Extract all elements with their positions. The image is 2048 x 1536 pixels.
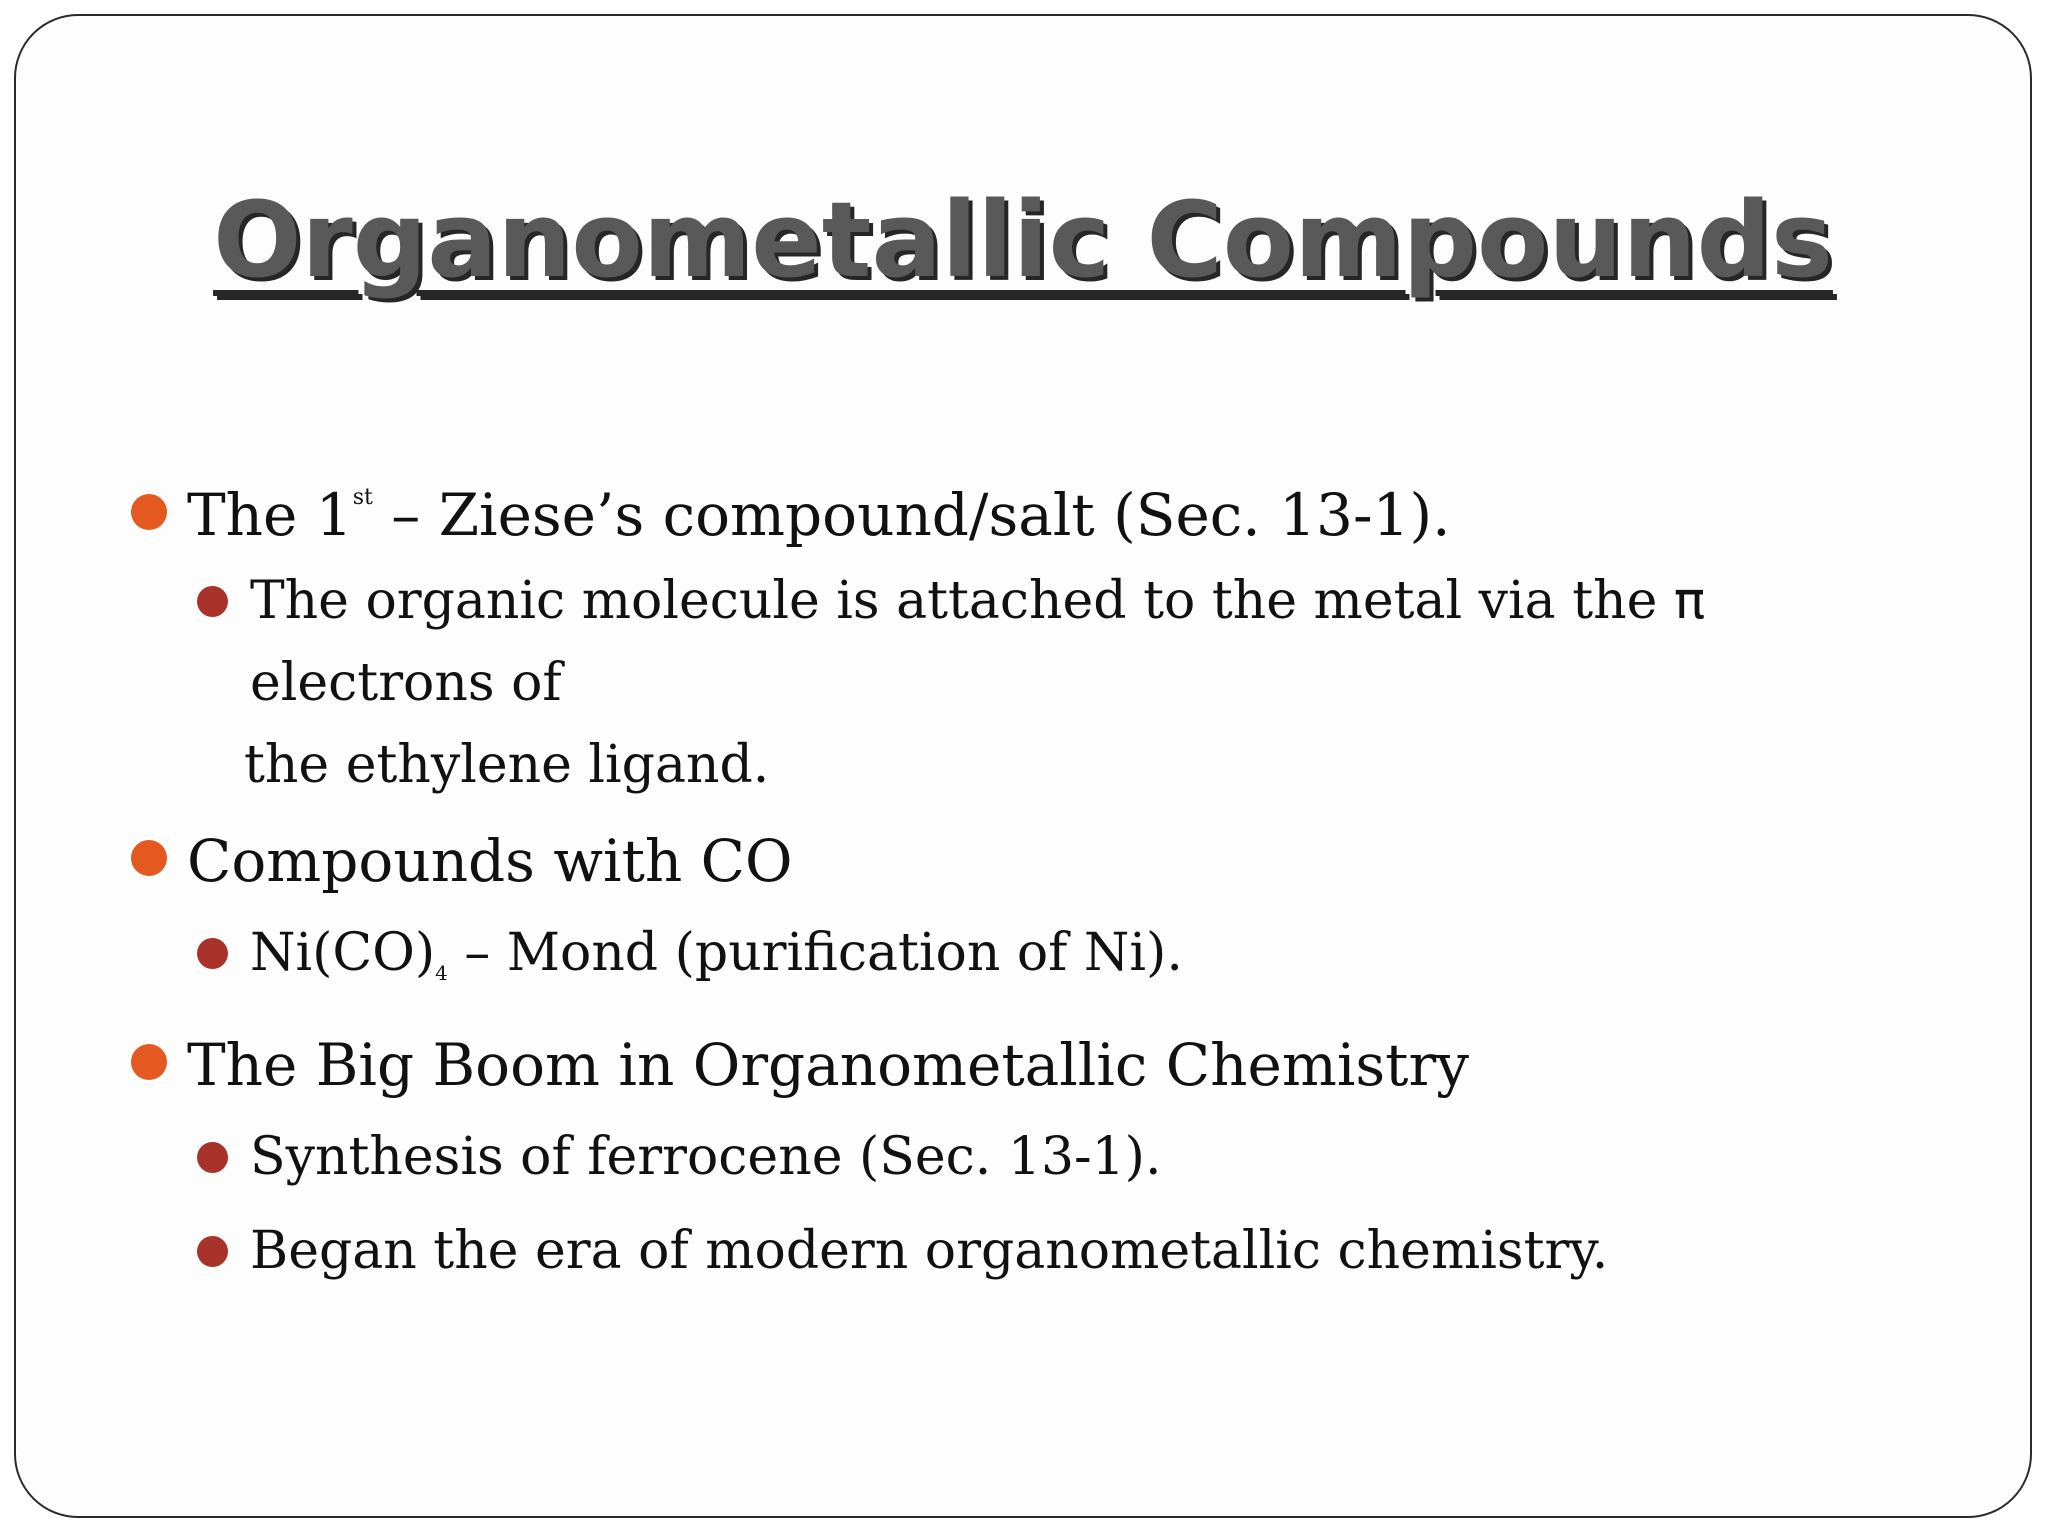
sub-bullet-dot-icon — [197, 938, 228, 969]
sub-bullet-dot-icon — [197, 586, 228, 617]
bullet-dot-icon — [131, 494, 167, 530]
subscript: 4 — [435, 961, 448, 985]
bullet-item — [111, 1026, 1961, 1104]
sub-bullet-item — [111, 912, 1961, 994]
bullet-text: The 1 — [187, 481, 353, 549]
bullet-text: – Ziese’s compound/salt (Sec. 13-1). — [372, 481, 1451, 549]
sub-bullet-text: – Mond (purification of Ni). — [447, 923, 1183, 983]
sub-bullet-dot-icon — [197, 1142, 228, 1173]
slide-title: Organometallic Compounds — [213, 179, 1833, 301]
sub-bullet-text: Began the era of modern organometallic chemistry. — [250, 1221, 1609, 1281]
sub-bullet-item — [111, 560, 1961, 806]
bullet-dot-icon — [131, 840, 167, 876]
bullet-item — [111, 822, 1961, 900]
sub-bullet-text-continuation: the ethylene ligand. — [244, 735, 770, 795]
sub-bullet-item — [111, 1116, 1961, 1198]
sub-bullet-text: electrons of — [250, 653, 562, 713]
pi-symbol: π — [1673, 571, 1706, 631]
slide-content — [111, 476, 1961, 1292]
ordinal-superscript: st — [352, 485, 373, 511]
sub-bullet-text: Synthesis of ferrocene (Sec. 13-1). — [250, 1127, 1162, 1187]
sub-bullet-text: The organic molecule is attached to the metal via the — [250, 571, 1674, 631]
bullet-text: Compounds with CO — [187, 827, 793, 895]
sub-bullet-item — [111, 1210, 1961, 1292]
sub-bullet-text: Ni(CO) — [250, 923, 436, 983]
bullet-dot-icon — [131, 1044, 167, 1080]
bullet-text: The Big Boom in Organometallic Chemistry — [187, 1031, 1469, 1099]
sub-bullet-dot-icon — [197, 1236, 228, 1267]
slide — [14, 14, 2032, 1518]
bullet-item — [111, 476, 1961, 554]
